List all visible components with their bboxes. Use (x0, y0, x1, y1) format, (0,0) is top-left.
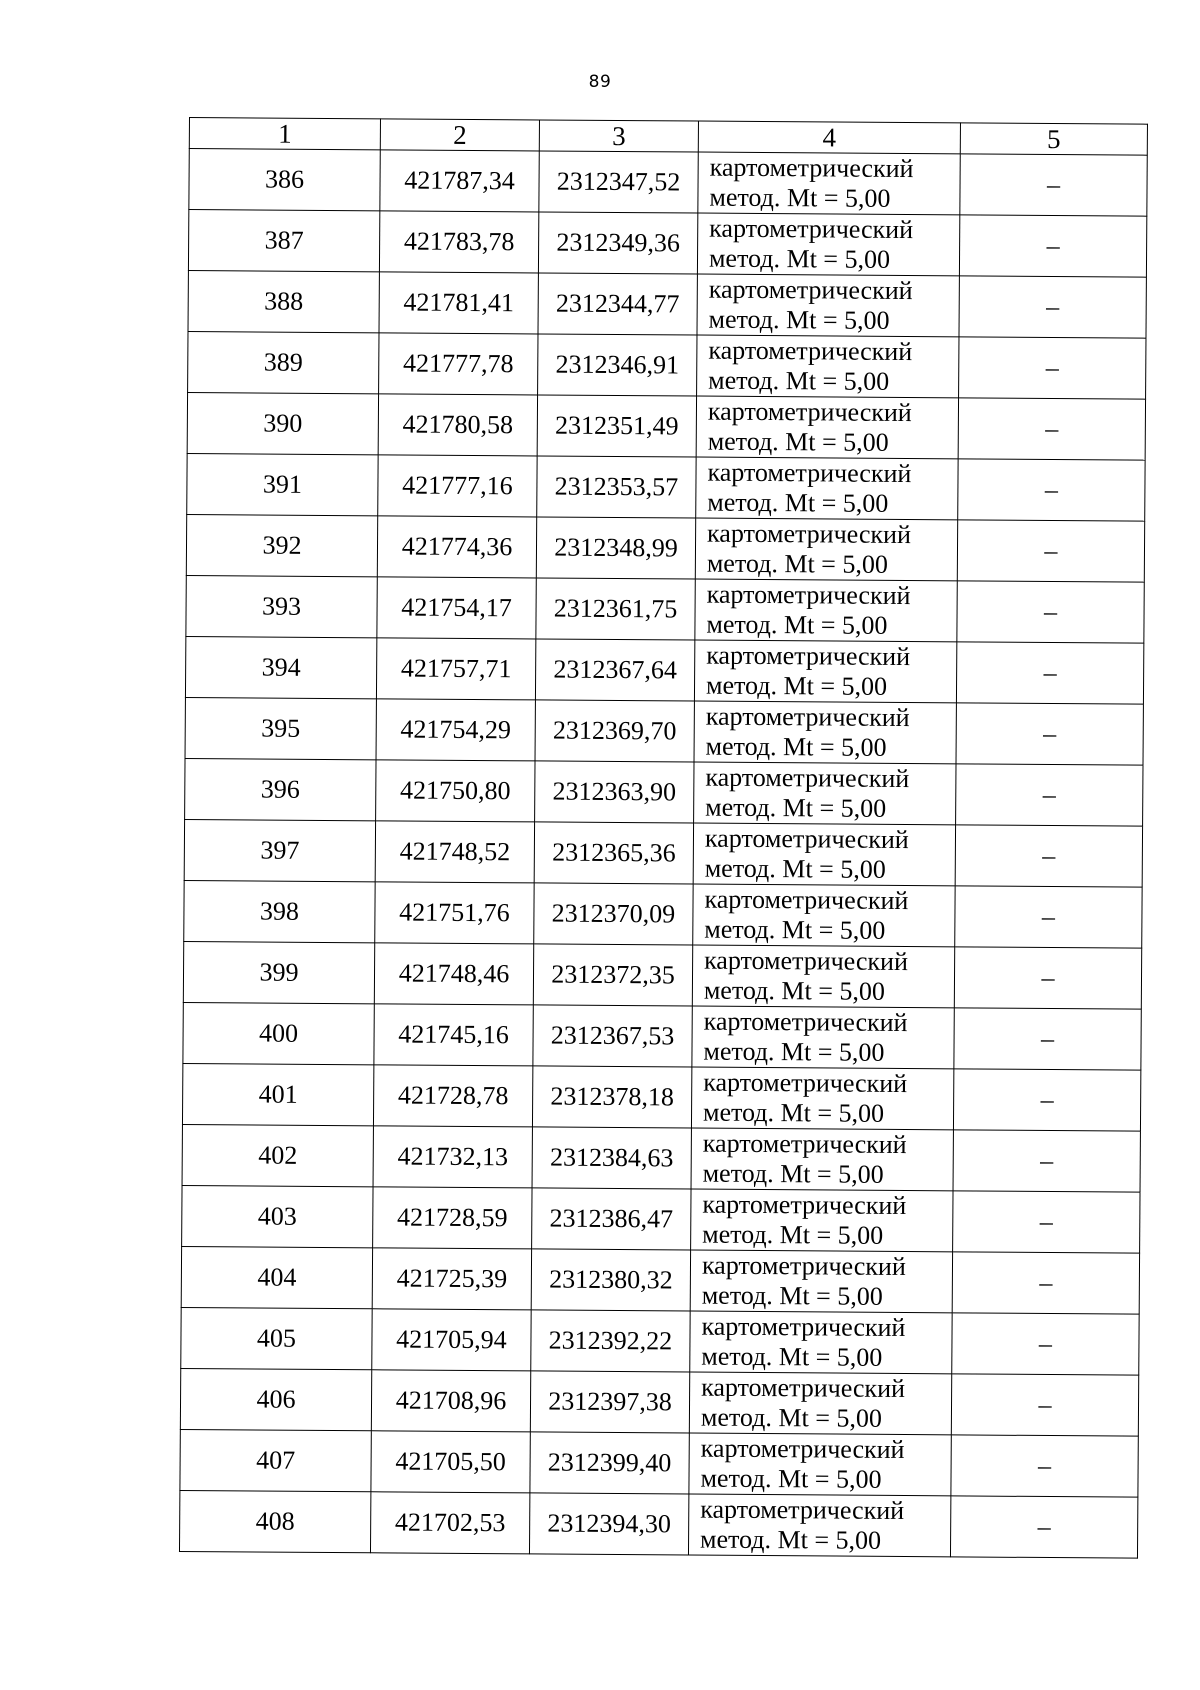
y-coordinate-cell: 2312344,77 (538, 273, 697, 335)
table-row (187, 392, 1145, 460)
method-accuracy: метод. Mt = 5,00 (705, 731, 887, 762)
point-number-cell: 386 (189, 149, 380, 211)
method-name: картометрический (703, 1006, 908, 1038)
column-header-2: 2 (380, 119, 539, 151)
note-cell: – (951, 1374, 1138, 1436)
method-cell (692, 1006, 954, 1069)
x-coordinate-cell: 421748,52 (375, 821, 534, 883)
table-row (182, 1063, 1140, 1131)
method-cell (689, 1433, 951, 1496)
y-coordinate-cell: 2312365,36 (534, 822, 693, 884)
table-row (188, 270, 1146, 338)
method-accuracy: метод. Mt = 5,00 (707, 487, 889, 518)
y-coordinate-cell: 2312367,64 (535, 639, 694, 701)
note-cell: – (956, 764, 1143, 826)
method-accuracy: метод. Mt = 5,00 (702, 1158, 884, 1189)
x-coordinate-cell: 421702,53 (370, 1492, 529, 1554)
table-row (189, 149, 1147, 217)
point-number-cell: 405 (181, 1307, 372, 1369)
method-cell (692, 945, 954, 1008)
x-coordinate-cell: 421745,16 (374, 1004, 533, 1066)
y-coordinate-cell: 2312392,22 (531, 1310, 690, 1372)
y-coordinate-cell: 2312348,99 (536, 517, 695, 579)
method-accuracy: метод. Mt = 5,00 (703, 1036, 885, 1067)
point-number-cell: 399 (183, 941, 374, 1003)
point-number-cell: 388 (188, 270, 379, 332)
y-coordinate-cell: 2312369,70 (535, 700, 694, 762)
x-coordinate-cell: 421777,16 (378, 455, 537, 517)
point-number-cell: 397 (184, 819, 375, 881)
method-cell (697, 274, 959, 337)
note-cell: – (952, 1252, 1139, 1314)
table-row (180, 1429, 1138, 1497)
table-row (186, 514, 1144, 582)
method-name: картометрический (703, 1067, 908, 1099)
method-accuracy: метод. Mt = 5,00 (708, 365, 890, 396)
method-name: картометрический (702, 1128, 907, 1160)
method-name: картометрический (708, 335, 913, 367)
coordinates-table (179, 117, 1148, 1559)
note-cell: – (957, 581, 1144, 643)
method-accuracy: метод. Mt = 5,00 (708, 243, 891, 274)
method-cell (690, 1311, 952, 1374)
table-row (179, 1490, 1137, 1558)
point-number-cell: 394 (185, 636, 376, 698)
y-coordinate-cell: 2312361,75 (536, 578, 695, 640)
note-cell: – (955, 886, 1142, 948)
x-coordinate-cell: 421781,41 (379, 272, 538, 334)
table-row (183, 941, 1141, 1009)
table-row (185, 697, 1143, 765)
x-coordinate-cell: 421751,76 (375, 882, 534, 944)
method-name: картометрический (701, 1372, 906, 1404)
x-coordinate-cell: 421757,71 (376, 638, 535, 700)
note-cell: – (958, 398, 1145, 460)
table-row (183, 1002, 1141, 1070)
point-number-cell: 406 (180, 1368, 371, 1430)
point-number-cell: 403 (182, 1185, 373, 1247)
method-accuracy: метод. Mt = 5,00 (703, 975, 886, 1006)
method-cell (695, 579, 957, 642)
y-coordinate-cell: 2312363,90 (535, 761, 694, 823)
method-name: картометрический (700, 1494, 905, 1526)
y-coordinate-cell: 2312346,91 (538, 334, 697, 396)
method-cell (688, 1494, 950, 1557)
note-cell: – (959, 337, 1146, 399)
method-accuracy: метод. Mt = 5,00 (701, 1341, 883, 1372)
point-number-cell: 404 (181, 1246, 372, 1308)
y-coordinate-cell: 2312351,49 (537, 395, 696, 457)
point-number-cell: 391 (187, 453, 378, 515)
method-name: картометрический (701, 1311, 906, 1343)
x-coordinate-cell: 421750,80 (376, 760, 535, 822)
method-accuracy: метод. Mt = 5,00 (709, 182, 891, 213)
method-name: картометрический (709, 152, 914, 184)
table-row (182, 1124, 1140, 1192)
method-name: картометрический (700, 1433, 905, 1465)
y-coordinate-cell: 2312367,53 (533, 1005, 692, 1067)
point-number-cell: 390 (187, 392, 378, 454)
note-cell: – (953, 1069, 1140, 1131)
x-coordinate-cell: 421787,34 (380, 150, 539, 212)
y-coordinate-cell: 2312384,63 (532, 1127, 691, 1189)
method-cell (696, 457, 958, 520)
y-coordinate-cell: 2312349,36 (538, 212, 697, 274)
note-cell: – (950, 1496, 1137, 1558)
point-number-cell: 402 (182, 1124, 373, 1186)
point-number-cell: 387 (188, 210, 379, 272)
table-row (188, 210, 1146, 278)
note-cell: – (952, 1313, 1139, 1375)
x-coordinate-cell: 421774,36 (377, 516, 536, 578)
page-number: 89 (588, 72, 612, 92)
point-number-cell: 393 (186, 575, 377, 637)
method-cell (697, 213, 959, 276)
method-name: картометрический (701, 1250, 906, 1282)
note-cell: – (959, 215, 1146, 277)
note-cell: – (956, 642, 1143, 704)
note-cell: – (955, 825, 1142, 887)
method-cell (694, 762, 956, 825)
table-body (179, 149, 1147, 1559)
method-name: картометрический (706, 579, 911, 611)
method-accuracy: метод. Mt = 5,00 (701, 1280, 883, 1311)
method-name: картометрический (707, 518, 912, 550)
column-header-5: 5 (960, 123, 1147, 155)
note-cell: – (953, 1130, 1140, 1192)
note-cell: – (960, 154, 1147, 216)
method-cell (693, 823, 955, 886)
y-coordinate-cell: 2312353,57 (537, 456, 696, 518)
method-accuracy: метод. Mt = 5,00 (702, 1219, 884, 1250)
x-coordinate-cell: 421754,29 (376, 699, 535, 761)
method-accuracy: метод. Mt = 5,00 (700, 1402, 883, 1433)
method-cell (691, 1189, 953, 1252)
method-cell (696, 396, 958, 459)
method-accuracy: метод. Mt = 5,00 (702, 1097, 885, 1128)
method-name: картометрический (707, 396, 912, 428)
table-row (185, 758, 1143, 826)
x-coordinate-cell: 421777,78 (379, 333, 538, 395)
method-name: картометрический (702, 1189, 907, 1221)
method-cell (693, 884, 955, 947)
method-name: картометрический (709, 213, 914, 245)
x-coordinate-cell: 421705,50 (371, 1431, 530, 1493)
method-cell (691, 1067, 953, 1130)
method-cell (695, 518, 957, 581)
table-row (182, 1185, 1140, 1253)
method-accuracy: метод. Mt = 5,00 (704, 853, 886, 884)
note-cell: – (956, 703, 1143, 765)
method-cell (691, 1128, 953, 1191)
method-name: картометрический (705, 701, 910, 733)
x-coordinate-cell: 421732,13 (373, 1126, 532, 1188)
method-accuracy: метод. Mt = 5,00 (706, 609, 888, 640)
y-coordinate-cell: 2312378,18 (532, 1066, 691, 1128)
method-accuracy: метод. Mt = 5,00 (707, 426, 889, 457)
x-coordinate-cell: 421754,17 (377, 577, 536, 639)
method-cell (689, 1372, 951, 1435)
table-row (187, 453, 1145, 521)
y-coordinate-cell: 2312397,38 (530, 1371, 689, 1433)
point-number-cell: 389 (188, 331, 379, 393)
note-cell: – (954, 947, 1141, 1009)
method-name: картометрический (708, 274, 913, 306)
method-accuracy: метод. Mt = 5,00 (704, 914, 886, 945)
method-accuracy: метод. Mt = 5,00 (699, 1524, 882, 1555)
method-name: картометрический (704, 823, 909, 855)
x-coordinate-cell: 421728,59 (373, 1187, 532, 1249)
note-cell: – (958, 459, 1145, 521)
note-cell: – (953, 1191, 1140, 1253)
method-accuracy: метод. Mt = 5,00 (706, 548, 888, 579)
method-accuracy: метод. Mt = 5,00 (705, 670, 888, 701)
x-coordinate-cell: 421725,39 (372, 1248, 531, 1310)
y-coordinate-cell: 2312347,52 (539, 151, 698, 213)
point-number-cell: 398 (184, 880, 375, 942)
table-row (184, 880, 1142, 948)
method-name: картометрический (707, 457, 912, 489)
table-row (181, 1246, 1139, 1314)
note-cell: – (954, 1008, 1141, 1070)
y-coordinate-cell: 2312386,47 (532, 1188, 691, 1250)
y-coordinate-cell: 2312370,09 (534, 883, 693, 945)
table-row (185, 636, 1143, 704)
method-cell (694, 640, 956, 703)
note-cell: – (951, 1435, 1138, 1497)
method-cell (690, 1250, 952, 1313)
method-name: картометрический (704, 945, 909, 977)
point-number-cell: 396 (185, 758, 376, 820)
table-row (186, 575, 1144, 643)
column-header-4: 4 (698, 121, 960, 154)
method-cell (698, 152, 960, 215)
x-coordinate-cell: 421728,78 (373, 1065, 532, 1127)
point-number-cell: 407 (180, 1429, 371, 1491)
method-cell (697, 335, 959, 398)
table-row (188, 331, 1146, 399)
note-cell: – (959, 276, 1146, 338)
point-number-cell: 401 (182, 1063, 373, 1125)
table-row (181, 1307, 1139, 1375)
method-name: картометрический (705, 762, 910, 794)
point-number-cell: 395 (185, 697, 376, 759)
method-accuracy: метод. Mt = 5,00 (700, 1463, 882, 1494)
y-coordinate-cell: 2312380,32 (531, 1249, 690, 1311)
method-name: картометрический (706, 640, 911, 672)
table-row (184, 819, 1142, 887)
method-accuracy: метод. Mt = 5,00 (705, 792, 887, 823)
y-coordinate-cell: 2312394,30 (529, 1493, 688, 1555)
method-name: картометрический (704, 884, 909, 916)
x-coordinate-cell: 421705,94 (372, 1309, 531, 1371)
x-coordinate-cell: 421708,96 (371, 1370, 530, 1432)
point-number-cell: 408 (179, 1490, 370, 1552)
column-header-3: 3 (539, 120, 698, 152)
method-cell (694, 701, 956, 764)
point-number-cell: 392 (186, 514, 377, 576)
point-number-cell: 400 (183, 1002, 374, 1064)
y-coordinate-cell: 2312372,35 (533, 944, 692, 1006)
y-coordinate-cell: 2312399,40 (530, 1432, 689, 1494)
x-coordinate-cell: 421748,46 (374, 943, 533, 1005)
x-coordinate-cell: 421780,58 (378, 394, 537, 456)
table-row (180, 1368, 1138, 1436)
note-cell: – (957, 520, 1144, 582)
column-header-1: 1 (189, 118, 380, 150)
method-accuracy: метод. Mt = 5,00 (708, 304, 890, 335)
x-coordinate-cell: 421783,78 (379, 211, 538, 273)
